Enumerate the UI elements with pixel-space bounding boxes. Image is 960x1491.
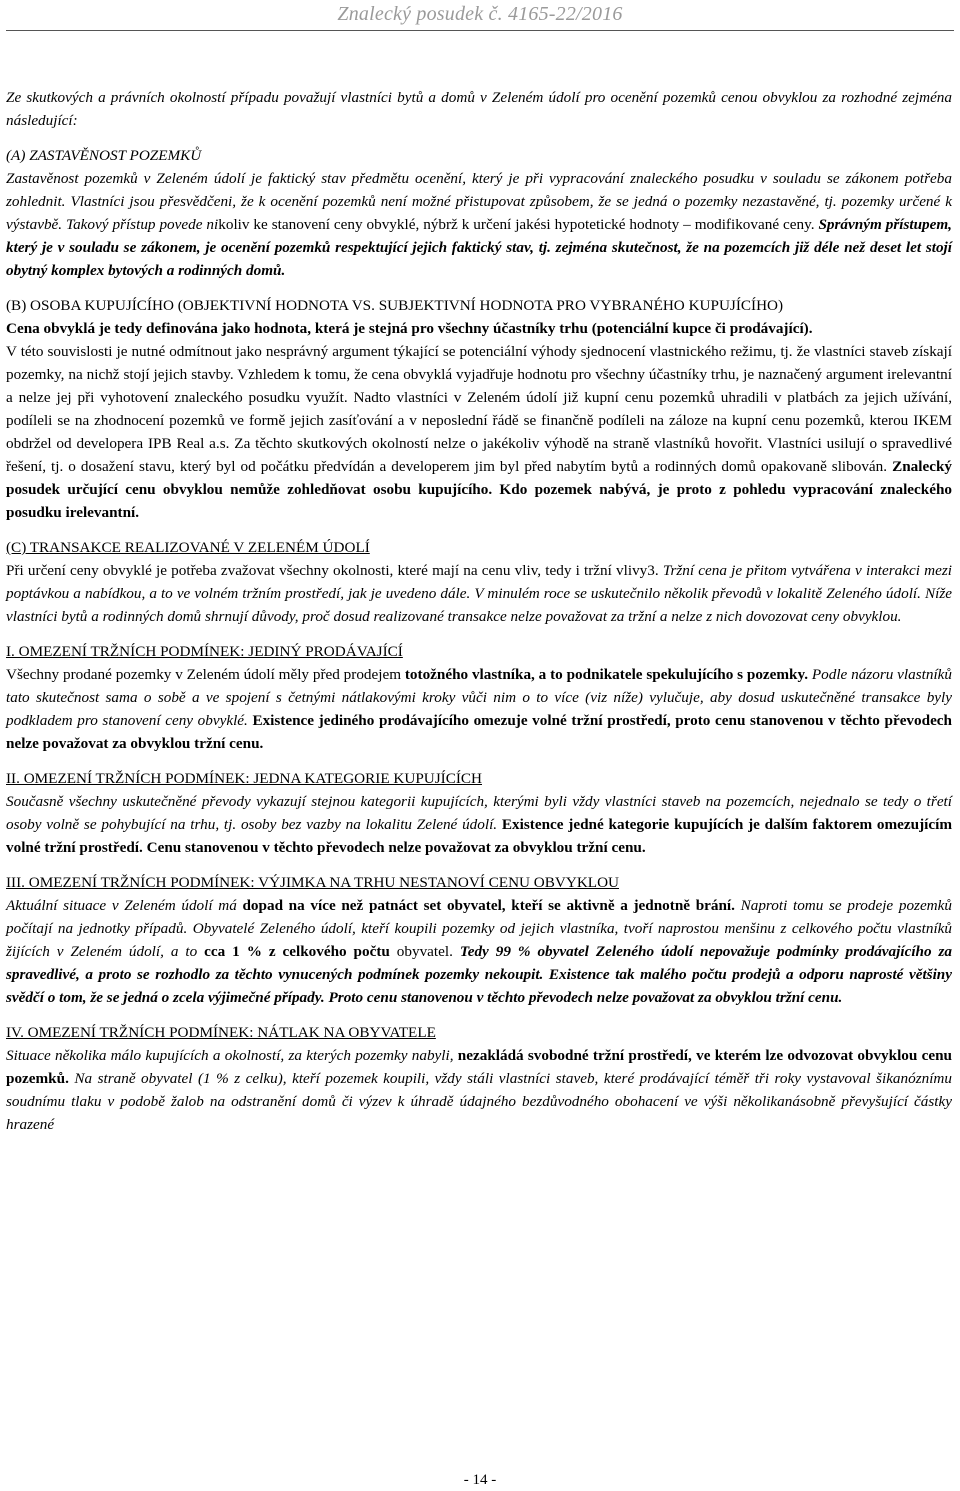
section-c-heading: (C) TRANSAKCE REALIZOVANÉ V ZELENÉM ÚDOLÍ (6, 539, 370, 556)
section-4-paragraph (6, 1044, 952, 1136)
section-b-bold-paragraph: Cena obvyklá je tedy definována jako hodnota, která je stejná pro všechny účastníky trhu (potenciální kupce či prodávající). (6, 320, 813, 337)
intro-paragraph: Ze skutkových a právních okolností případu považují vlastníci bytů a domů v Zeleném údolí pro ocenění pozemků cenou obvyklou za rozhodné zejména následující: (6, 89, 952, 129)
section-b-text-2: Znalecký posudek určující cenu obvyklou nemůže zohledňovat osobu kupujícího. Kdo pozemek nabývá, je proto z pohledu vypracování znaleckého posudku irelevantní. (6, 458, 952, 521)
section-2-text-1: Současně všechny uskutečněné převody vykazují stejnou kategorii kupujících, kterými byli vždy vlastníci staveb na pozemcích, nejednalo se tedy o třetí osoby volně se pohybující na trhu, tj. osoby bez vazby na lokalitu Zelené údolí. (6, 793, 952, 833)
section-4-heading: IV. OMEZENÍ TRŽNÍCH PODMÍNEK: NÁTLAK NA OBYVATELE (6, 1024, 436, 1041)
section-1-text-1: Všechny prodané pozemky v Zeleném údolí měly před prodejem (6, 666, 405, 683)
header-divider (6, 30, 954, 31)
section-b-heading: (B) OSOBA KUPUJÍCÍHO (OBJEKTIVNÍ HODNOTA VS. SUBJEKTIVNÍ HODNOTA PRO VYBRANÉHO KUPUJÍCÍHO) (6, 297, 784, 314)
section-3-text-3: Naproti tomu se prodeje pozemků počítají na jednotky případů. Obyvatelé Zeleného údolí, kteří koupili pozemky od jejich vlastníka, tvoří naprostou menšinu z celkového počtu vlastníků žijících v Zeleném údolí, a to (6, 897, 952, 960)
page-number: - 14 - (463, 1472, 497, 1488)
document-title: Znalecký posudek č. 4165-22/2016 (337, 3, 623, 25)
section-3-paragraph (6, 894, 952, 1009)
section-c-paragraph (6, 559, 952, 628)
section-a-text-1: Zastavěnost pozemků v Zeleném údolí je faktický stav předmětu ocenění, který je při vypracování znaleckého posudku v souladu se zákonem potřeba zohlednit. Vlastníci jsou přesvědčeni, že k ocenění pozemků není možné přistupovat způsobem, že se jedná o pozemky nezastavěné, tj. pozemky určené k výstavbě. Takový přístup povede ni (6, 170, 952, 233)
document-body (6, 86, 952, 1136)
section-1-text-2: totožného vlastníka, a to podnikatele spekulujícího s pozemky. (404, 666, 809, 683)
section-a-text-2: koliv ke stanovení ceny obvyklé, nýbrž k určení jakési hypotetické hodnoty – modifikované (218, 216, 784, 233)
section-3-heading: III. OMEZENÍ TRŽNÍCH PODMÍNEK: VÝJIMKA NA TRHU NESTANOVÍ CENU OBVYKLOU (6, 874, 620, 891)
section-2-text-2: Existence jedné kategorie kupujících je dalším faktorem omezujícím volné tržní prostředí. Cenu stanovenou v těchto převodech nelze považovat za obvyklou tržní cenu. (6, 816, 952, 856)
section-1-paragraph (6, 663, 952, 755)
section-4-text-3: Na straně obyvatel (1 % z celku), kteří pozemek koupili, vždy stáli vlastníci staveb, které prodávající téměř tři roky vystavoval šikanóznímu soudnímu tlaku v podobě žalob na odstranění domů či výzev k úhradě údajného bezdůvodného obohacení ve výši několikanásobně převyšující částky hrazené (6, 1070, 952, 1133)
section-3-text-4: cca 1 % z celkového počtu (204, 943, 390, 960)
section-a-text-3: ceny. (783, 216, 819, 233)
section-3-text-1: Aktuální situace v Zeleném údolí má (6, 897, 243, 914)
section-3-text-5: obyvatel. (389, 943, 460, 960)
section-b-paragraph (6, 340, 952, 524)
section-3-text-6: Tedy 99 % obyvatel Zeleného údolí nepovažuje podmínky prodávajícího za spravedlivé, a proto se rozhodlo za těchto vynucených podmínek pozemky nekoupit. Existence tak malého počtu prodejů a odporu naprosté většiny svědčí o tom, že se jedná o zcela výjimečné případy. Proto cenu stanovenou v těchto převodech nelze považovat za obvyklou tržní cenu. (6, 943, 953, 1006)
section-c-text-1: Při určení ceny obvyklé je potřeba zvažovat všechny okolnosti, které mají na cenu vliv, tedy i tržní vlivy3. (6, 562, 663, 579)
section-a-heading: (A) ZASTAVĚNOST POZEMKŮ (6, 147, 202, 164)
section-4-text-1: Situace několika málo kupujících a okolností, za kterých pozemky nabyli, (6, 1047, 458, 1064)
section-c-text-2: Tržní cena je přitom vytvářena v interakci mezi poptávkou a nabídkou, a to ve volném tržním prostředí, jak je uvedeno dále. V minulém roce se uskutečnilo několik převodů v lokalitě Zeleného údolí. Níže vlastníci bytů a rodinných domů shrnují důvody, proč dosud realizované transakce nelze považovat za tržní a nelze z nich dovozovat ceny obvyklou. (6, 562, 953, 625)
section-2-paragraph (6, 790, 952, 859)
section-a-text-5: zejména skutečnost, že na pozemcích již déle než deset let stojí obytný komplex bytových a rodinných domů. (6, 239, 952, 279)
page-header (0, 0, 960, 32)
section-1-text-3: Podle názoru vlastníků tato skutečnost sama o sobě a ve spojení s četnými nátlakovými kroky vůči nim o to více (viz níže) vylučuje, aby dosud uskutečněné transakce byly podkladem pro stanovení ceny obvyklé. (6, 666, 952, 729)
section-2-heading: II. OMEZENÍ TRŽNÍCH PODMÍNEK: JEDNA KATEGORIE KUPUJÍCÍCH (6, 770, 482, 787)
section-a-paragraph (6, 167, 952, 282)
section-4-text-2: nezakládá svobodné tržní prostředí, ve kterém lze odvozovat obvyklou cenu pozemků. (6, 1047, 952, 1087)
section-b-text-1: V této souvislosti je nutné odmítnout jako nesprávný argument týkající se potenciální výhody sjednocení vlastnického režimu, tj. že vlastníci staveb získají pozemky, na nichž stojí jejich stavby. Vzhledem k tomu, že cena obvyklá vyjadřuje hodnotu pro všechny účastníky trhu, je naznačený argument irelevantní a nelze jej při vyhotovení znaleckého posudku využít. Nadto vlastníci v Zeleném údolí již kupní cenu pozemků uhradili v platbách za jejich užívání, podíleli se na zhodnocení pozemků ve formě jejich zasíťování a v neposlední řádě se finančně podíleli na záloze na kupní cenu pozemků, kterou IKEM obdržel od developera IPB Real a.s. Za těchto skutkových okolností nelze o jakékoliv výhodě na straně vlastníků hovořit. Vlastníci usilují o spravedlivé řešení, tj. o dosažení stavu, který byl od počátku předvídán a developerem jim byl před nabytím bytů a rodinných domů opakovaně slibován. (6, 343, 952, 475)
section-1-heading: I. OMEZENÍ TRŽNÍCH PODMÍNEK: JEDINÝ PRODÁVAJÍCÍ (6, 643, 403, 660)
section-1-text-4: Existence jediného prodávajícího omezuje volné tržní prostředí, proto cenu stanovenou v těchto převodech nelze považovat za obvyklou tržní cenu. (6, 712, 952, 752)
section-a-text-4: Správným přístupem, který je v souladu se zákonem, je ocenění pozemků respektující jejich faktický stav, tj. (6, 216, 952, 256)
section-3-text-2: dopad na více než patnáct set obyvatel, kteří se aktivně a jednotně brání. (242, 897, 735, 914)
